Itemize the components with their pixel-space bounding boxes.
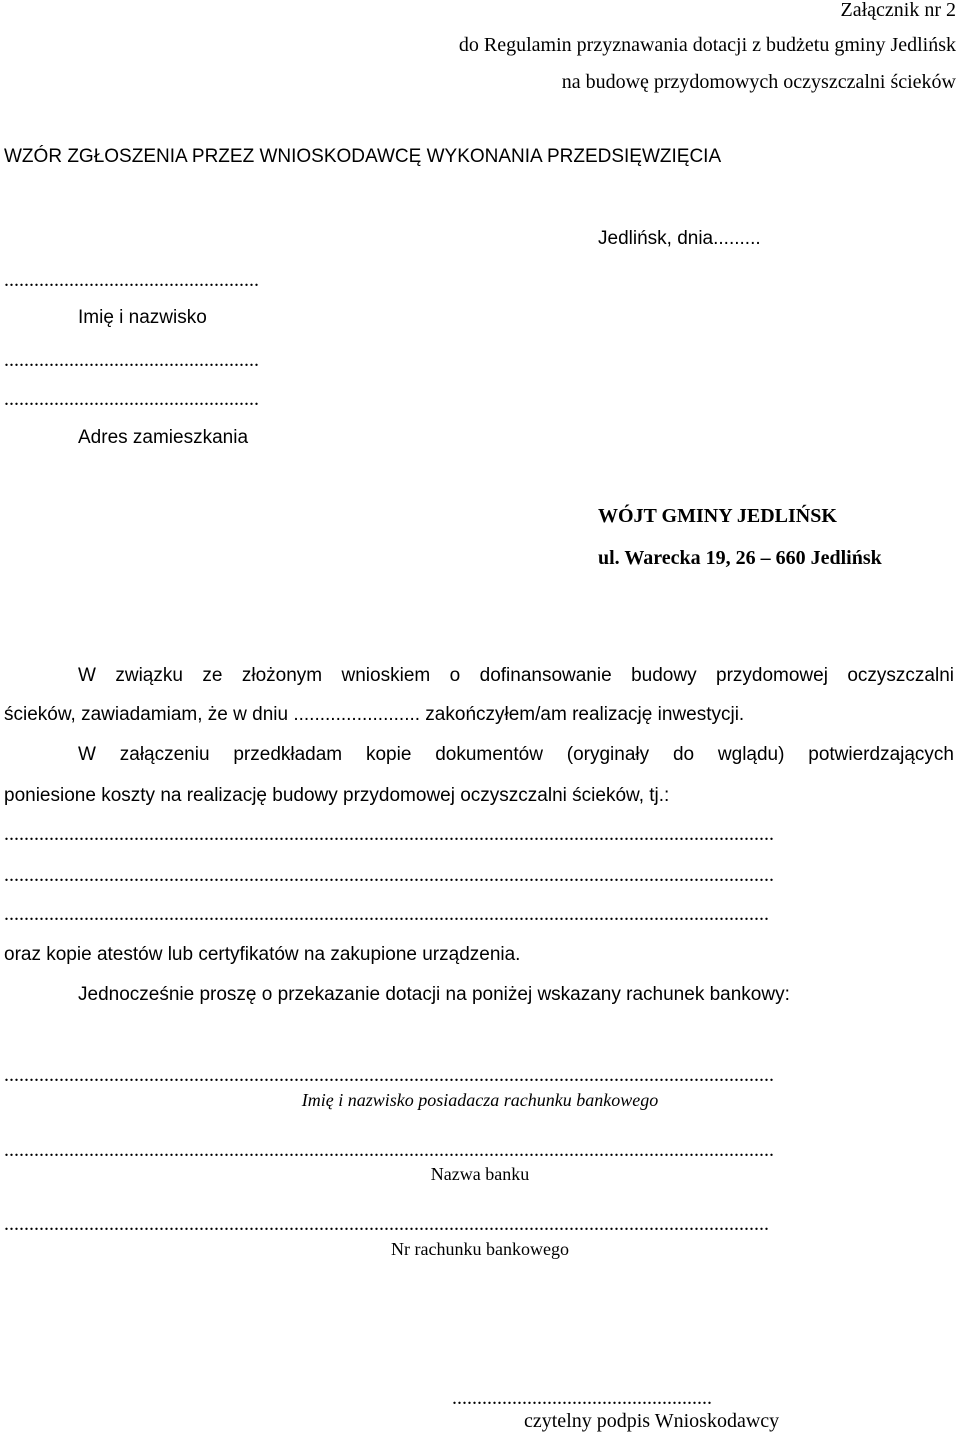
regulation-reference: do Regulamin przyznawania dotacji z budżetu gminy Jedlińsk xyxy=(458,34,956,56)
applicant-address-line-1: ................................................... xyxy=(4,349,259,371)
paragraph-1-line-1: W związku ze złożonym wnioskiem o dofinansowanie budowy przydomowej oczyszczalni xyxy=(78,665,954,686)
account-holder-fill-line: .......................................................................................................................................................... xyxy=(4,1065,774,1085)
paragraph-3: oraz kopie atestów lub certyfikatów na zakupione urządzenia. xyxy=(4,944,521,965)
account-number-label: Nr rachunku bankowego xyxy=(391,1239,569,1259)
applicant-name-line: ................................................... xyxy=(4,269,259,291)
document-title: WZÓR ZGŁOSZENIA PRZEZ WNIOSKODAWCĘ WYKONANIA PRZEDSIĘWZIĘCIA xyxy=(4,146,722,167)
regulation-subject: na budowę przydomowych oczyszczalni ścieków xyxy=(561,71,956,93)
documents-fill-line-1: .......................................................................................................................................................... xyxy=(4,824,774,844)
documents-fill-line-3: ......................................................................................................................................................... xyxy=(4,904,769,924)
paragraph-2-line-1: W załączeniu przedkładam kopie dokumentów (oryginały do wglądu) potwierdzających xyxy=(78,744,954,765)
recipient-address: ul. Warecka 19, 26 – 660 Jedlińsk xyxy=(598,547,882,569)
account-holder-label: Imię i nazwisko posiadacza rachunku bankowego xyxy=(301,1090,659,1110)
bank-name-label: Nazwa banku xyxy=(430,1164,530,1184)
applicant-name-label: Imię i nazwisko xyxy=(78,307,207,328)
paragraph-4: Jednocześnie proszę o przekazanie dotacji na poniżej wskazany rachunek bankowy: xyxy=(78,984,790,1005)
signature-label: czytelny podpis Wnioskodawcy xyxy=(524,1410,780,1432)
documents-fill-line-2: .......................................................................................................................................................... xyxy=(4,865,774,885)
paragraph-1-line-2: ścieków, zawiadamiam, że w dniu ........................ zakończyłem/am realizację inwestycji. xyxy=(4,704,745,725)
applicant-address-line-2: ................................................... xyxy=(4,388,259,410)
account-number-fill-line: ......................................................................................................................................................... xyxy=(4,1214,769,1234)
signature-fill-line: .................................................... xyxy=(452,1387,712,1409)
paragraph-2-line-2: poniesione koszty na realizację budowy przydomowej oczyszczalni ścieków, tj.: xyxy=(4,785,670,806)
recipient-name: WÓJT GMINY JEDLIŃSK xyxy=(598,505,837,527)
applicant-address-label: Adres zamieszkania xyxy=(78,427,249,448)
bank-name-fill-line: .......................................................................................................................................................... xyxy=(4,1140,774,1160)
place-date-field: Jedlińsk, dnia......... xyxy=(598,228,761,249)
annex-number: Załącznik nr 2 xyxy=(840,0,956,21)
